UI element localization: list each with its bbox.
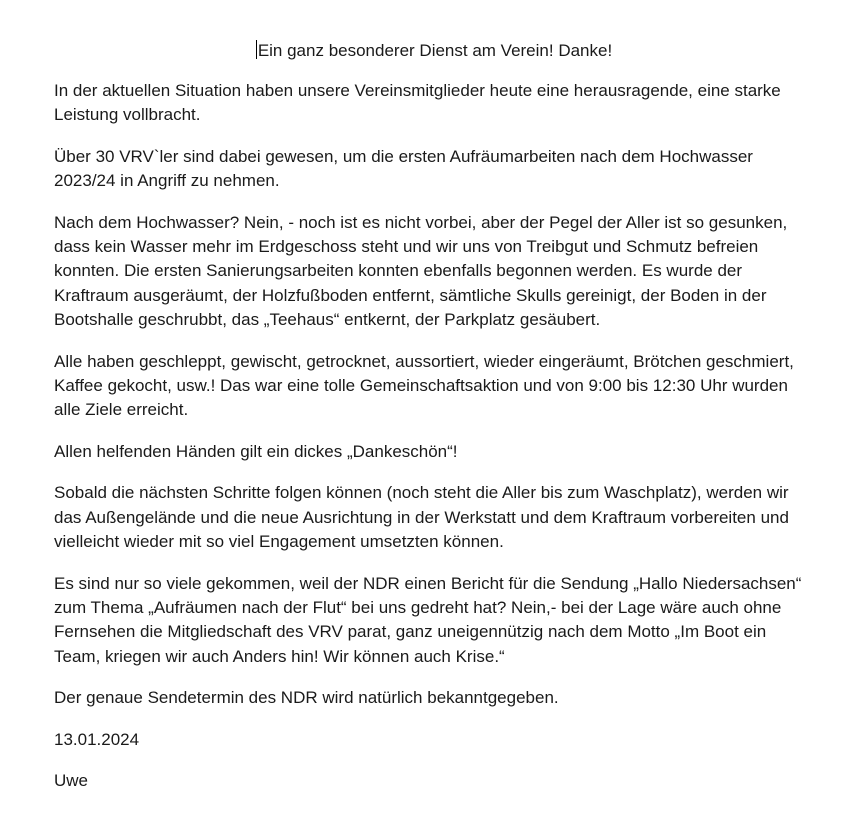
document-body[interactable]: [54, 40, 814, 793]
paragraph-intro: In der aktuellen Situation haben unsere Vereinsmitglieder heute eine herausragende, eine starke Leistung vollbracht.: [54, 81, 781, 125]
text-cursor: [256, 40, 257, 59]
document-date: 13.01.2024: [54, 729, 140, 749]
document-title-text: Ein ganz besonderer Dienst am Verein! Danke!: [257, 41, 613, 60]
document-signature: Uwe: [54, 770, 89, 790]
document-title: [54, 40, 814, 62]
paragraph-thanks: Allen helfenden Händen gilt ein dickes „Dankeschön“!: [54, 441, 458, 461]
paragraph-participants: Über 30 VRV`ler sind dabei gewesen, um die ersten Aufräumarbeiten nach dem Hochwasser 2023/24 in Angriff zu nehmen.: [54, 146, 753, 191]
paragraph-broadcast-date: Der genaue Sendetermin des NDR wird natürlich bekanntgegeben.: [54, 688, 559, 708]
paragraph-next-steps: Sobald die nächsten Schritte folgen können (noch steht die Aller bis zum Waschplatz), werden wir das Außengelände und die neue Ausrichtung in der Werkstatt und dem Kraftraum vorbereiten und vielleicht wieder mit so viel Engagement umsetzten können.: [54, 483, 789, 552]
paragraph-ndr-report: Es sind nur so viele gekommen, weil der NDR einen Bericht für die Sendung „Hallo Niedersachsen“ zum Thema „Aufräumen nach der Flut“ bei uns gedreht hat? Nein,- bei der Lage wäre auch ohne Fernsehen die Mitgliedschaft des VRV parat, ganz uneigennützig nach dem Motto „Im Boot ein Team, kriegen wir auch Anders hin! Wir können auch Krise.“: [54, 573, 802, 666]
paragraph-activities: Alle haben geschleppt, gewischt, getrocknet, aussortiert, wieder eingeräumt, Brötchen geschmiert, Kaffee gekocht, usw.! Das war eine tolle Gemeinschaftsaktion und von 9:00 bis 12:30 Uhr wurden alle Ziele erreicht.: [54, 351, 794, 420]
paragraph-flood-status: Nach dem Hochwasser? Nein, - noch ist es nicht vorbei, aber der Pegel der Aller ist so gesunken, dass kein Wasser mehr im Erdgeschoss steht und wir uns von Treibgut und Schmutz befreien konnten. Die ersten Sanierungsarbeiten konnten ebenfalls begonnen werden. Es wurde der Kraftraum ausgeräumt, der Holzfußboden entfernt, sämtliche Skulls gereinigt, der Boden in der Bootshalle geschrubbt, das „Teehaus“ entkernt, der Parkplatz gesäubert.: [54, 212, 788, 330]
